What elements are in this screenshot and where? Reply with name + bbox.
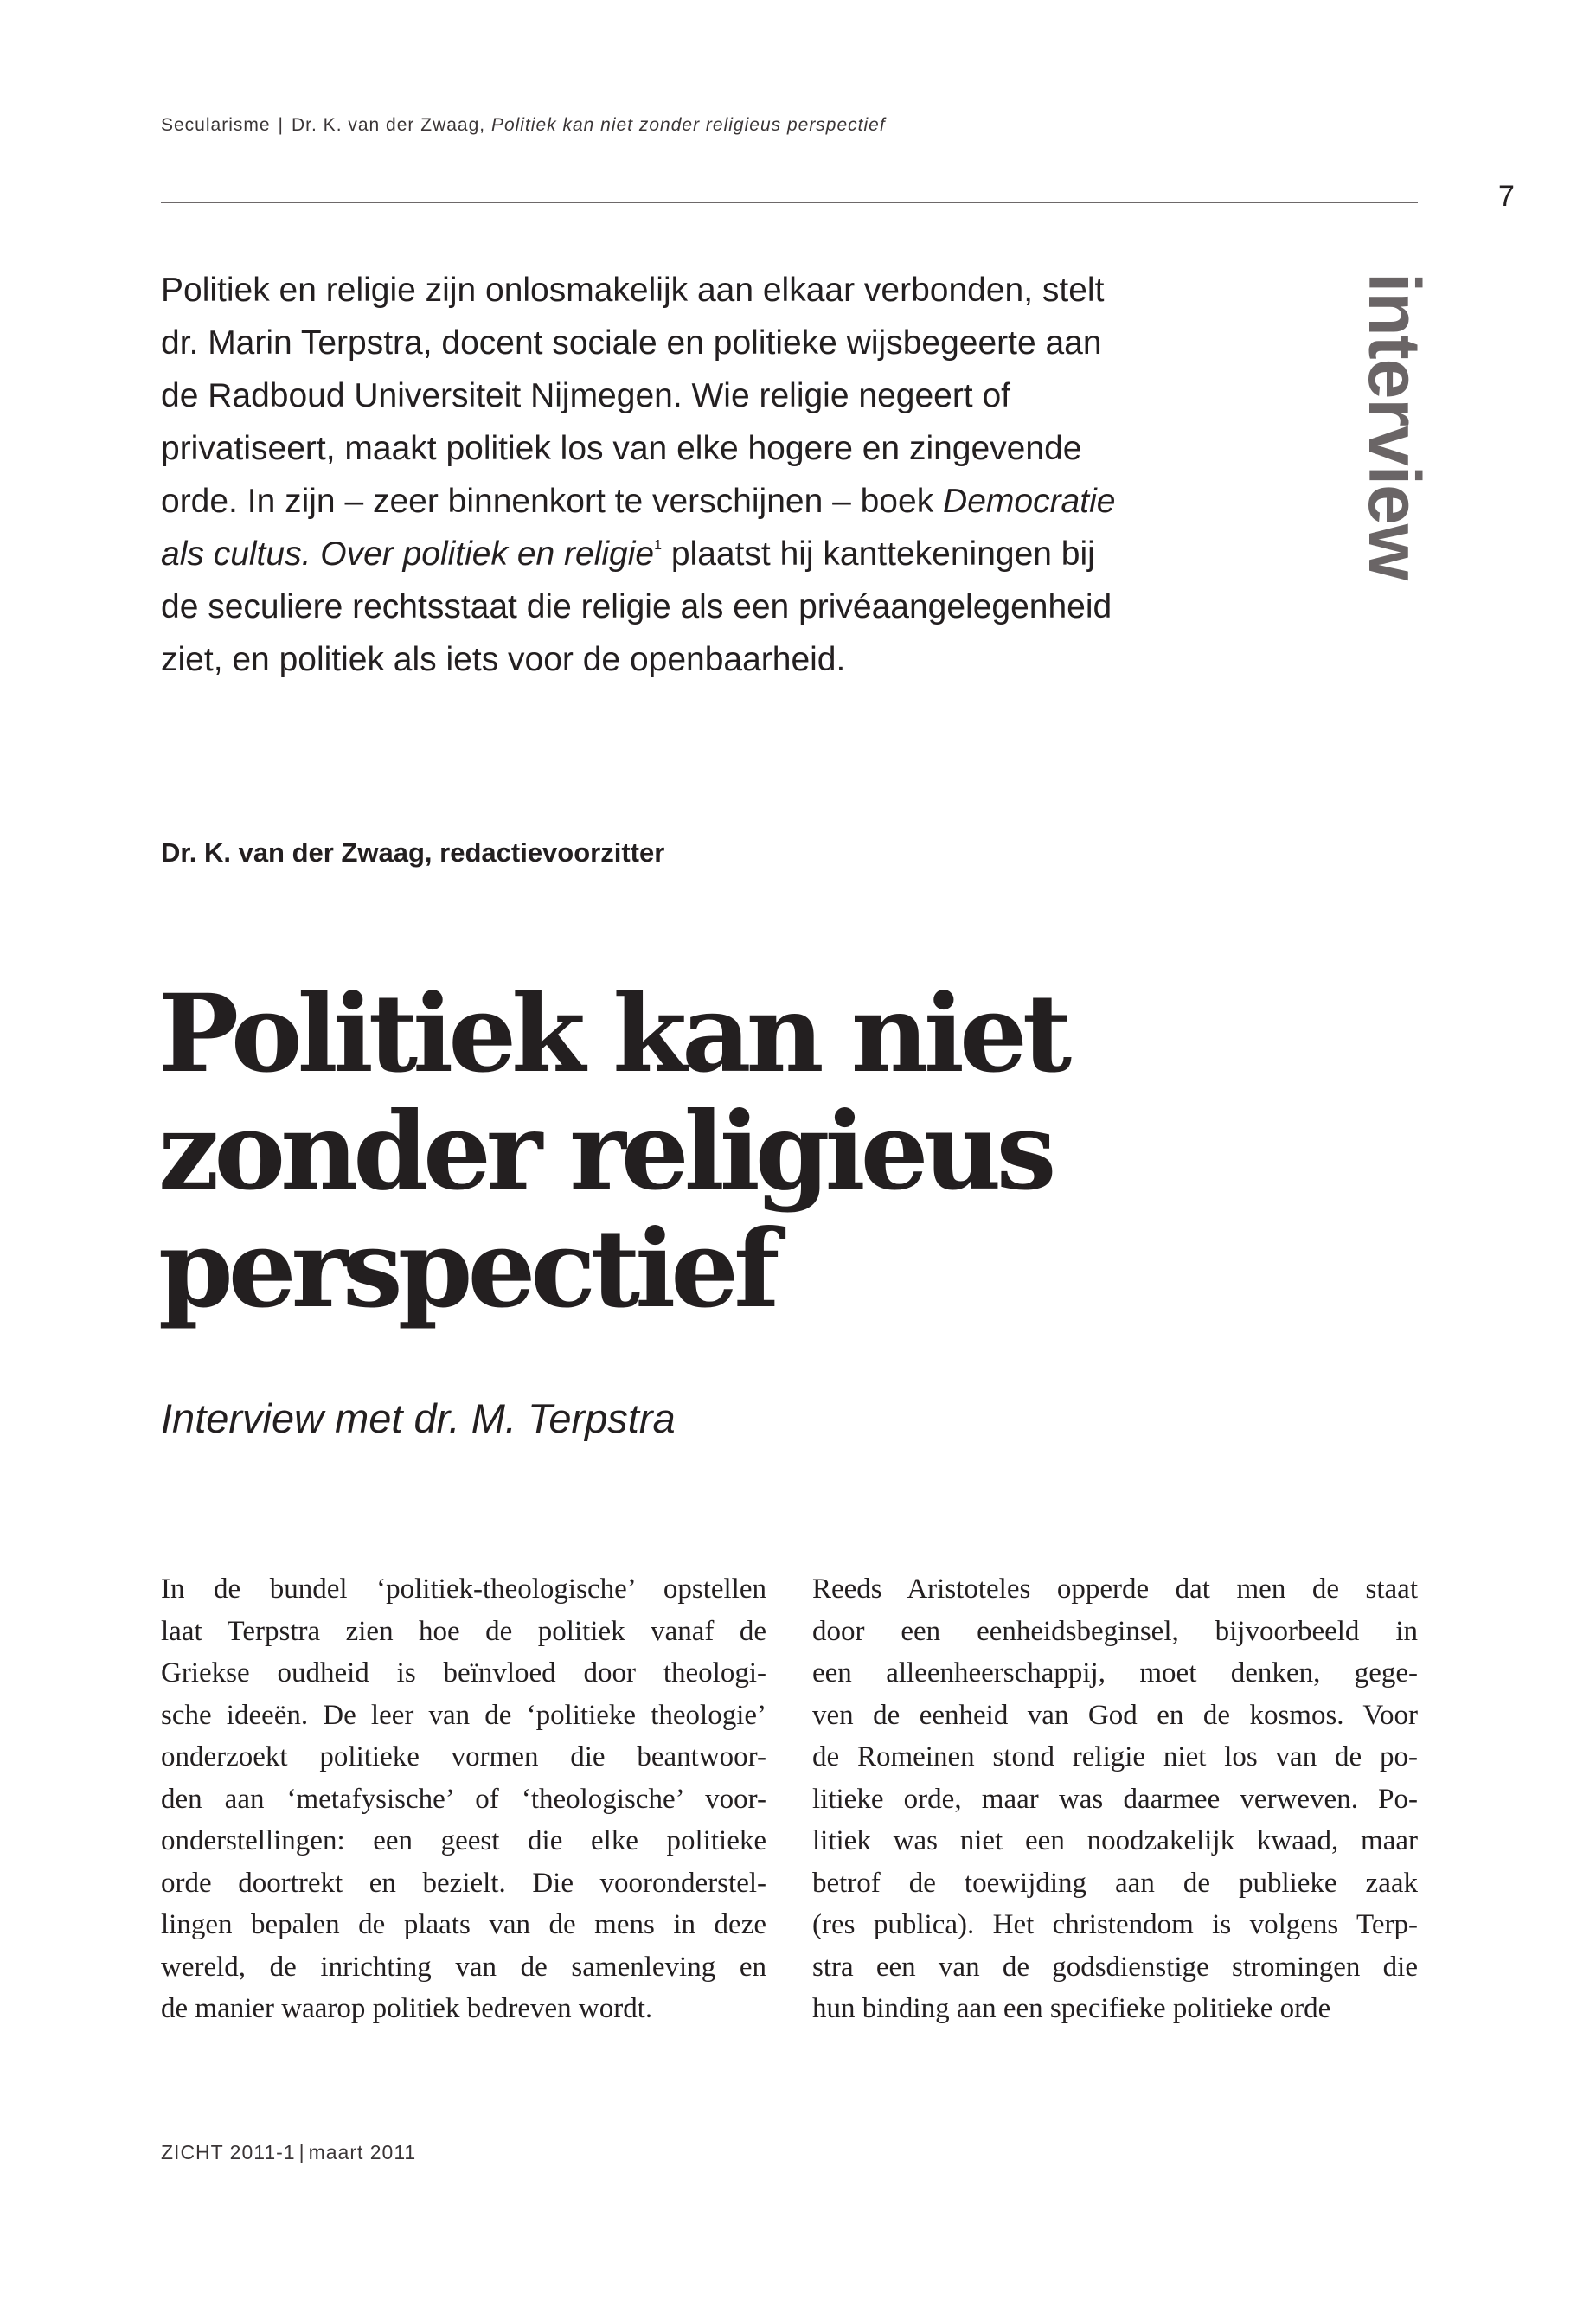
body-line: (res publica). Het christendom is volgens Terp- (812, 1909, 1418, 1940)
headline-line-1: Politiek kan niet (158, 971, 1067, 1097)
body-line: stra een van de godsdienstige stromingen die (812, 1951, 1418, 1983)
body-line: Reeds Aristoteles opperde dat men de staat (812, 1574, 1418, 1605)
article-headline (158, 971, 1266, 1332)
body-line: de manier waarop politiek bedreven wordt. (161, 1993, 653, 2024)
body-line: een alleenheerschappij, moet denken, gege- (812, 1657, 1418, 1689)
body-line: In de bundel ‘politiek-theologische’ opstellen (161, 1574, 766, 1605)
body-line: lingen bepalen de plaats van de mens in deze (161, 1909, 766, 1940)
byline: Dr. K. van der Zwaag, redactievoorzitter (161, 837, 665, 868)
footnote-mark: 1 (654, 538, 662, 553)
intro-text-part2: plaatst hij kanttekeningen bij de seculiere rechtsstaat die religie als een privéaangelegenheid ziet, en politiek als iets voor de openbaarheid. (161, 535, 1112, 678)
body-line: litiek was niet een noodzakelijk kwaad, maar (812, 1825, 1418, 1856)
body-line: litieke orde, maar was daarmee verweven. Po- (812, 1783, 1418, 1815)
running-head-author: Dr. K. van der Zwaag, (292, 115, 486, 135)
footer-date: maart 2011 (308, 2141, 417, 2163)
body-column-right (812, 1568, 1418, 2030)
body-line: laat Terpstra zien hoe de politiek vanaf de (161, 1615, 766, 1647)
page-number: 7 (1498, 180, 1515, 213)
body-line: betrof de toewijding aan de publieke zaak (812, 1867, 1418, 1899)
section-side-label: interview (1354, 272, 1435, 580)
running-head-title: Politiek kan niet zonder religieus perspectief (490, 115, 886, 135)
body-line: de Romeinen stond religie niet los van de po- (812, 1741, 1418, 1772)
page-footer (161, 2141, 416, 2164)
running-head (161, 115, 886, 136)
body-line: den aan ‘metafysische’ of ‘theologische’ voor- (161, 1783, 766, 1815)
body-line: orde doortrekt en bezielt. Die vooronderstel- (161, 1867, 766, 1899)
body-line: Griekse oudheid is beïnvloed door theologi- (161, 1657, 766, 1689)
running-head-section: Secularisme (161, 115, 271, 135)
body-line: door een eenheidsbeginsel, bijvoorbeeld in (812, 1615, 1418, 1647)
headline-line-3: perspectief (158, 1207, 775, 1332)
footer-issue: ZICHT 2011-1 (161, 2141, 296, 2163)
intro-book-title: Democratie als cultus. Over politiek en religie (161, 483, 1116, 573)
body-line: hun binding aan een specifieke politieke orde (812, 1993, 1331, 2024)
body-line: onderstellingen: een geest die elke politieke (161, 1825, 766, 1856)
body-column-left (161, 1568, 766, 2030)
headline-line-2: zonder religieus (158, 1089, 1052, 1215)
body-line: sche ideeën. De leer van de ‘politieke theologie’ (161, 1699, 766, 1731)
header-rule (161, 202, 1418, 203)
running-head-separator: | (278, 115, 285, 135)
article-subtitle: Interview met dr. M. Terpstra (161, 1395, 676, 1441)
body-line: onderzoekt politieke vormen die beantwoor- (161, 1741, 766, 1772)
body-line: ven de eenheid van God en de kosmos. Voor (812, 1699, 1418, 1731)
body-line: wereld, de inrichting van de samenleving en (161, 1951, 766, 1983)
intro-paragraph (161, 264, 1138, 686)
footer-separator: | (298, 2141, 305, 2163)
intro-text-part1: Politiek en religie zijn onlosmakelijk aan elkaar verbonden, stelt dr. Marin Terpstra, docent sociale en politieke wijsbegeerte aan de Radboud Universiteit Nijmegen. Wie religie negeert of privatiseert, maakt politiek los van elke hogere en zingevende orde. In zijn – zeer binnenkort te verschijnen – boek (161, 272, 1105, 520)
